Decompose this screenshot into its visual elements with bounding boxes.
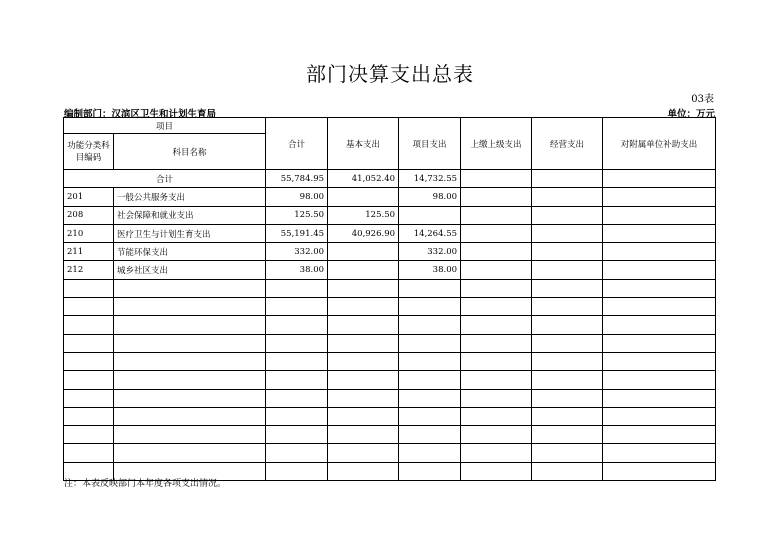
total-row [64,170,716,188]
page-title: 部门决算支出总表 [306,62,474,86]
cell-code [64,316,114,334]
cell-business [532,206,603,224]
cell-project [399,407,461,425]
cell-project [399,426,461,444]
cell-business [532,334,603,352]
cell-project [399,334,461,352]
cell-basic [328,261,399,279]
cell-superior [461,407,532,425]
cell-name [114,298,266,316]
cell-code [64,298,114,316]
cell-business [532,426,603,444]
cell-basic [328,352,399,370]
cell-project [399,371,461,389]
total-row-business [532,170,603,188]
footnote: 注：本表反映部门本年度各项支出情况。 [64,479,227,489]
cell-superior [461,371,532,389]
total-row-project: 14,732.55 [399,170,461,188]
cell-total [266,371,328,389]
cell-total: 125.50 [266,206,328,224]
cell-project: 38.00 [399,261,461,279]
table-row [64,426,716,444]
table-row [64,371,716,389]
cell-total [266,279,328,297]
cell-subsidiary [603,371,716,389]
cell-superior [461,352,532,370]
cell-subsidiary [603,206,716,224]
cell-total: 98.00 [266,188,328,206]
table-row [64,407,716,425]
header-total: 合计 [266,118,328,170]
cell-project [399,352,461,370]
cell-name [114,334,266,352]
expenditure-table [63,117,716,481]
cell-business [532,224,603,242]
cell-name [114,444,266,462]
cell-subsidiary [603,316,716,334]
cell-total [266,352,328,370]
cell-subsidiary [603,334,716,352]
table-row [64,298,716,316]
cell-superior [461,243,532,261]
cell-superior [461,426,532,444]
cell-business [532,261,603,279]
cell-total [266,298,328,316]
cell-name: 医疗卫生与计划生育支出 [114,224,266,242]
cell-name [114,352,266,370]
cell-basic [328,426,399,444]
cell-name: 节能环保支出 [114,243,266,261]
header-superior: 上缴上级支出 [461,118,532,170]
cell-code [64,389,114,407]
table-number: 03表 [691,94,714,105]
cell-business [532,243,603,261]
cell-business [532,389,603,407]
header-business: 经营支出 [532,118,603,170]
cell-subsidiary [603,444,716,462]
cell-subsidiary [603,188,716,206]
cell-total [266,407,328,425]
cell-subsidiary [603,462,716,480]
cell-basic [328,188,399,206]
cell-basic [328,444,399,462]
cell-name [114,316,266,334]
cell-total: 332.00 [266,243,328,261]
cell-code: 208 [64,206,114,224]
cell-name [114,389,266,407]
cell-superior [461,334,532,352]
cell-business [532,462,603,480]
cell-business [532,371,603,389]
cell-basic [328,298,399,316]
cell-name [114,407,266,425]
cell-code: 211 [64,243,114,261]
cell-subsidiary [603,298,716,316]
cell-superior [461,444,532,462]
cell-name [114,426,266,444]
unit-label: 单位：万元 [667,109,715,120]
cell-subsidiary [603,261,716,279]
cell-subsidiary [603,407,716,425]
cell-basic: 125.50 [328,206,399,224]
cell-project [399,298,461,316]
cell-superior [461,206,532,224]
cell-name: 社会保障和就业支出 [114,206,266,224]
cell-name: 城乡社区支出 [114,261,266,279]
cell-superior [461,224,532,242]
cell-business [532,316,603,334]
table-row [64,389,716,407]
cell-superior [461,298,532,316]
cell-code [64,352,114,370]
cell-project [399,279,461,297]
cell-superior [461,316,532,334]
cell-code [64,407,114,425]
cell-basic [328,243,399,261]
cell-project: 98.00 [399,188,461,206]
cell-basic [328,316,399,334]
header-basic: 基本支出 [328,118,399,170]
header-item-group: 项目 [64,118,266,134]
cell-name [114,371,266,389]
cell-business [532,352,603,370]
cell-subsidiary [603,224,716,242]
header-code: 功能分类科目编码 [64,134,114,170]
cell-superior [461,279,532,297]
cell-subsidiary [603,352,716,370]
cell-superior [461,389,532,407]
cell-total [266,444,328,462]
cell-total [266,426,328,444]
table-row [64,243,716,261]
header-name: 科目名称 [114,134,266,170]
cell-basic [328,389,399,407]
cell-basic: 40,926.90 [328,224,399,242]
cell-code [64,426,114,444]
table-row [64,334,716,352]
table-row [64,188,716,206]
cell-code [64,334,114,352]
cell-total: 38.00 [266,261,328,279]
table-row [64,206,716,224]
total-row-label: 合计 [64,170,266,188]
cell-business [532,407,603,425]
cell-code: 201 [64,188,114,206]
cell-code [64,279,114,297]
cell-subsidiary [603,389,716,407]
header-project: 项目支出 [399,118,461,170]
cell-business [532,188,603,206]
cell-code [64,444,114,462]
table-row [64,279,716,297]
total-row-subsidiary [603,170,716,188]
cell-basic [328,462,399,480]
cell-subsidiary [603,243,716,261]
cell-total [266,316,328,334]
total-row-total: 55,784.95 [266,170,328,188]
cell-project [399,462,461,480]
cell-total [266,462,328,480]
table-row [64,261,716,279]
cell-basic [328,334,399,352]
cell-project [399,444,461,462]
table-row [64,224,716,242]
cell-project: 14,264.55 [399,224,461,242]
cell-business [532,298,603,316]
table-row [64,444,716,462]
cell-basic [328,279,399,297]
cell-project: 332.00 [399,243,461,261]
cell-business [532,279,603,297]
cell-project [399,316,461,334]
cell-code: 210 [64,224,114,242]
cell-code [64,371,114,389]
cell-superior [461,261,532,279]
header-subsidiary: 对附属单位补助支出 [603,118,716,170]
cell-name: 一般公共服务支出 [114,188,266,206]
total-row-superior [461,170,532,188]
total-row-basic: 41,052.40 [328,170,399,188]
cell-code: 212 [64,261,114,279]
cell-business [532,444,603,462]
cell-total: 55,191.45 [266,224,328,242]
cell-superior [461,462,532,480]
cell-superior [461,188,532,206]
cell-name [114,279,266,297]
cell-total [266,334,328,352]
table-row [64,316,716,334]
cell-total [266,389,328,407]
cell-project [399,206,461,224]
cell-subsidiary [603,426,716,444]
cell-subsidiary [603,279,716,297]
cell-basic [328,407,399,425]
table-row [64,352,716,370]
cell-basic [328,371,399,389]
cell-project [399,389,461,407]
department-label: 编制部门：汉滨区卫生和计划生育局 [64,109,217,120]
